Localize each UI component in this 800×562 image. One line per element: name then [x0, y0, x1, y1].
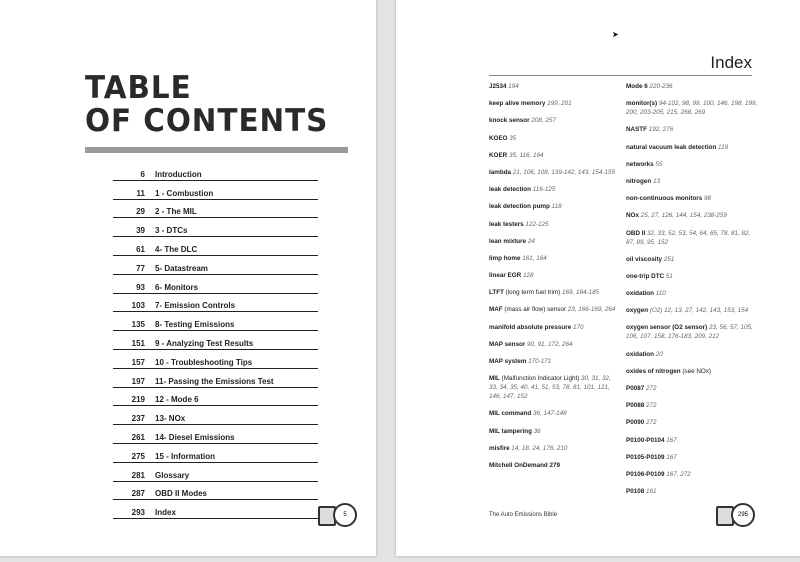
toc-page: 219: [131, 395, 145, 405]
index-pages: 32, 33, 52, 53, 54, 64, 65, 78, 81, 82, 87, 89, 95, 152: [626, 229, 751, 246]
index-pages: 36, 147-148: [532, 410, 567, 418]
index-pages: 169, 184-185: [562, 289, 600, 297]
toc-list: [113, 162, 318, 519]
toc-entry[interactable]: [113, 294, 318, 313]
index-pages: 24: [527, 237, 535, 245]
toc-title: 14- Diesel Emissions: [155, 432, 235, 442]
index-pages: 161: [645, 488, 657, 496]
toc-page: 61: [136, 244, 145, 254]
index-column-2: [626, 82, 758, 504]
index-term: oxides of nitrogen: [626, 367, 681, 375]
index-entry: [626, 323, 758, 341]
toc-page: 275: [131, 451, 145, 461]
toc-title: 3 - DTCs: [155, 226, 188, 236]
index-term: oxygen sensor (O2 sensor): [626, 324, 708, 332]
index-entry: [489, 185, 621, 194]
index-column-1: [489, 82, 621, 478]
right-page: [396, 0, 800, 556]
index-term: P0108: [626, 488, 645, 496]
toc-title: 11- Passing the Emissions Test: [155, 376, 274, 386]
index-entry: [489, 168, 621, 177]
toc-title: 7- Emission Controls: [155, 301, 236, 311]
index-entry: [626, 453, 758, 462]
index-entry: [489, 357, 621, 366]
index-term: oxygen: [626, 307, 649, 315]
index-pages: 23, 56, 57, 105, 106, 107, 158, 176-183, 209, 212: [626, 324, 753, 341]
index-term: P0090: [626, 419, 645, 427]
index-term: P0088: [626, 402, 645, 410]
index-entry: [626, 194, 758, 203]
toc-title: 8- Testing Emissions: [155, 320, 235, 330]
index-entry: [626, 306, 758, 315]
toc-title: Glossary: [155, 470, 190, 480]
index-entry: [626, 470, 758, 479]
index-pages: 272: [645, 402, 657, 410]
index-term: MAP sensor: [489, 340, 526, 348]
toc-entry[interactable]: [113, 444, 318, 463]
index-entry: [626, 211, 758, 220]
index-term: OBD II: [626, 229, 646, 237]
index-term: keep alive memory: [489, 100, 546, 108]
index-note: (mass air flow) sensor: [504, 306, 566, 314]
index-term: networks: [626, 160, 654, 168]
toc-page: 135: [131, 320, 145, 330]
index-entry: [489, 461, 621, 470]
index-term: lean mixture: [489, 237, 527, 245]
index-entry: [489, 323, 621, 332]
index-entry: [626, 289, 758, 298]
index-title: Index: [710, 53, 752, 72]
toc-title: 4- The DLC: [155, 244, 198, 254]
index-term: MIL command: [489, 410, 532, 418]
index-pages: 167: [666, 436, 677, 444]
index-pages: 25, 27, 126, 144, 154, 238-259: [640, 212, 727, 220]
index-term: MAF: [489, 306, 503, 314]
toc-entry[interactable]: [113, 331, 318, 350]
index-term: MIL tampering: [489, 427, 532, 435]
page-logo: [318, 503, 358, 525]
index-term: KOEO: [489, 134, 508, 142]
index-entry: [626, 143, 758, 152]
index-pages: 251: [663, 255, 675, 263]
toc-title: 10 - Troubleshooting Tips: [155, 357, 253, 367]
index-term: manifold absolute pressure: [489, 323, 572, 331]
toc-entry[interactable]: [113, 256, 318, 275]
index-note: (long term fuel trim): [505, 289, 561, 297]
toc-page: 293: [131, 508, 145, 518]
toc-entry[interactable]: [113, 312, 318, 331]
toc-entry[interactable]: [113, 388, 318, 407]
index-entry: [626, 350, 758, 359]
title-divider: [85, 147, 348, 153]
toc-page: 77: [136, 263, 145, 273]
index-term: Mode 6: [626, 83, 648, 90]
index-term: knock sensor: [489, 117, 530, 125]
index-entry: [489, 340, 621, 349]
index-entry: [626, 384, 758, 393]
index-entry: [626, 255, 758, 264]
index-entry: [489, 99, 621, 108]
toc-page: 6: [140, 169, 145, 179]
index-pages: 94-102, 98, 99, 100, 146, 198, 199, 200, 203-205, 215, 268, 269: [626, 100, 758, 117]
toc-page: 237: [131, 414, 145, 424]
index-pages: 272: [645, 419, 657, 427]
index-pages: 194: [508, 83, 519, 90]
index-pages: 167, 272: [666, 470, 691, 478]
index-entry: [489, 134, 621, 143]
index-pages: 110: [655, 290, 666, 298]
index-entry: [626, 436, 758, 445]
index-term: LTFT: [489, 289, 504, 297]
index-pages: 170: [572, 323, 584, 331]
toc-entry[interactable]: [113, 406, 318, 425]
title-line: OF CONTENTS: [85, 103, 329, 139]
index-pages: 199, 201: [547, 100, 572, 108]
index-term: lambda: [489, 168, 512, 176]
index-entry: [489, 82, 621, 91]
toc-entry[interactable]: [113, 500, 318, 519]
title-line: TABLE: [85, 70, 192, 106]
toc-page: 197: [131, 376, 145, 386]
toc-page: 29: [136, 207, 145, 217]
index-pages: 30, 31, 32, 33, 34, 35, 40, 41, 51, 53, 78, 81, 101, 121, 146, 147, 152: [489, 375, 611, 401]
index-entry: [489, 374, 621, 401]
index-entry: [626, 401, 758, 410]
left-page: [0, 0, 376, 556]
toc-title: 5- Datastream: [155, 263, 208, 273]
toc-entry[interactable]: [113, 425, 318, 444]
index-pages: (O2) 12, 13, 27, 142, 143, 153, 154: [649, 307, 749, 315]
toc-entry[interactable]: [113, 237, 318, 256]
index-divider: [489, 75, 752, 76]
index-pages: 98: [704, 195, 712, 203]
index-entry: [489, 271, 621, 280]
index-entry: [489, 151, 621, 160]
index-entry: [489, 116, 621, 125]
index-term: misfire: [489, 444, 510, 452]
index-pages: 119: [718, 143, 729, 151]
index-pages: 208, 257: [531, 117, 556, 125]
index-term: oxidation: [626, 290, 654, 298]
index-term: KOER: [489, 151, 508, 159]
index-entry: [626, 160, 758, 169]
toc-title: Index: [155, 508, 176, 518]
toc-page: 103: [131, 301, 145, 311]
index-term: monitor(s): [626, 100, 658, 108]
toc-title: 1 - Combustion: [155, 188, 214, 198]
index-pages: 167: [666, 453, 677, 461]
toc-title: 12 - Mode 6: [155, 395, 199, 405]
index-pages: 116-125: [532, 186, 556, 194]
toc-page: 93: [136, 282, 145, 292]
toc-title: 6- Monitors: [155, 282, 199, 292]
toc-title: Introduction: [155, 169, 202, 179]
index-pages: 13: [652, 177, 660, 185]
page-number: 5: [333, 503, 357, 527]
index-entry: [489, 409, 621, 418]
index-pages: 35, 116, 164: [508, 151, 544, 159]
index-pages: 90, 91, 172, 264: [527, 340, 573, 348]
index-entry: [626, 367, 758, 376]
toc-entry[interactable]: [113, 218, 318, 237]
index-entry: [626, 229, 758, 247]
index-term: nitrogen: [626, 177, 652, 185]
toc-entry[interactable]: [113, 369, 318, 388]
index-term: NOx: [626, 212, 639, 220]
toc-page: 11: [136, 188, 145, 198]
toc-entry[interactable]: [113, 200, 318, 219]
toc-title: OBD II Modes: [155, 489, 208, 499]
page-logo: [716, 503, 756, 525]
index-term: J2534: [489, 83, 507, 90]
index-entry: [626, 487, 758, 496]
toc-title: 2 - The MIL: [155, 207, 197, 217]
index-entry: [489, 288, 621, 297]
index-term: one-trip DTC: [626, 272, 665, 280]
toc-page: 39: [136, 226, 145, 236]
index-pages: 51: [665, 272, 673, 280]
index-entry: [489, 237, 621, 246]
index-note: (Malfunction Indicator Light): [501, 375, 580, 383]
index-pages: 118: [551, 203, 562, 211]
toc-entry[interactable]: [113, 162, 318, 181]
toc-page: 151: [131, 338, 145, 348]
index-term: leak testers: [489, 220, 524, 228]
index-term: leak detection pump: [489, 203, 550, 211]
index-term: MAP system: [489, 358, 527, 365]
toc-page: 287: [131, 489, 145, 499]
index-pages: 55: [655, 160, 663, 168]
index-term: P0100-P0104: [626, 436, 665, 444]
toc-page: 261: [131, 432, 145, 442]
toc-title: 13- NOx: [155, 414, 186, 424]
index-pages: 128: [522, 272, 534, 280]
index-pages: 122-125: [525, 220, 549, 228]
toc-title: 15 - Information: [155, 451, 216, 461]
index-note: (see NOx): [682, 367, 712, 375]
toc-page: 157: [131, 357, 145, 367]
index-entry: [489, 444, 621, 453]
arrow-icon: ➤: [612, 30, 619, 39]
index-term: natural vacuum leak detection: [626, 143, 717, 151]
index-term: oil viscosity: [626, 255, 663, 263]
index-term: P0087: [626, 385, 645, 392]
index-entry: [489, 305, 621, 314]
toc-title: [85, 72, 328, 138]
toc-entry[interactable]: [113, 350, 318, 369]
index-term: NASTF: [626, 126, 647, 134]
toc-entry[interactable]: [113, 482, 318, 501]
index-pages: 21, 106, 108, 139-142, 143, 154-155: [512, 168, 616, 176]
index-term: P0106-P0109: [626, 470, 665, 478]
index-entry: [489, 220, 621, 229]
index-pages: 192, 276: [648, 126, 674, 134]
index-pages: 161, 164: [522, 254, 547, 262]
toc-entry[interactable]: [113, 181, 318, 200]
index-term: MIL: [489, 375, 500, 383]
index-pages: 23, 166-169, 264: [567, 306, 616, 314]
index-term: Mitchell OnDemand 279: [489, 461, 561, 469]
index-term: limp home: [489, 254, 521, 262]
index-entry: [626, 99, 758, 117]
toc-page: 281: [131, 470, 145, 480]
page-number: 295: [731, 503, 755, 527]
index-pages: 170-171: [528, 358, 552, 365]
index-entry: [489, 254, 621, 263]
toc-entry[interactable]: [113, 463, 318, 482]
index-pages: 35: [509, 134, 517, 142]
index-entry: [626, 125, 758, 134]
index-pages: 36: [533, 427, 541, 435]
index-term: leak detection: [489, 186, 531, 194]
index-term: linear EGR: [489, 272, 522, 280]
index-term: non-continuous monitors: [626, 195, 703, 203]
index-entry: [626, 82, 758, 91]
index-entry: [626, 272, 758, 281]
index-term: oxidation: [626, 350, 654, 358]
index-entry: [489, 427, 621, 436]
index-entry: [626, 418, 758, 427]
toc-title: 9 - Analyzing Test Results: [155, 338, 254, 348]
index-pages: 20: [655, 350, 663, 358]
index-pages: 220-236: [649, 83, 673, 90]
book-title-footer: The Auto Emissions Bible: [489, 512, 558, 518]
toc-entry[interactable]: [113, 275, 318, 294]
index-pages: 14, 18, 24, 176, 210: [511, 444, 568, 452]
index-pages: 272: [645, 385, 657, 392]
index-term: P0105-P0109: [626, 453, 665, 461]
index-entry: [489, 202, 621, 211]
index-entry: [626, 177, 758, 186]
